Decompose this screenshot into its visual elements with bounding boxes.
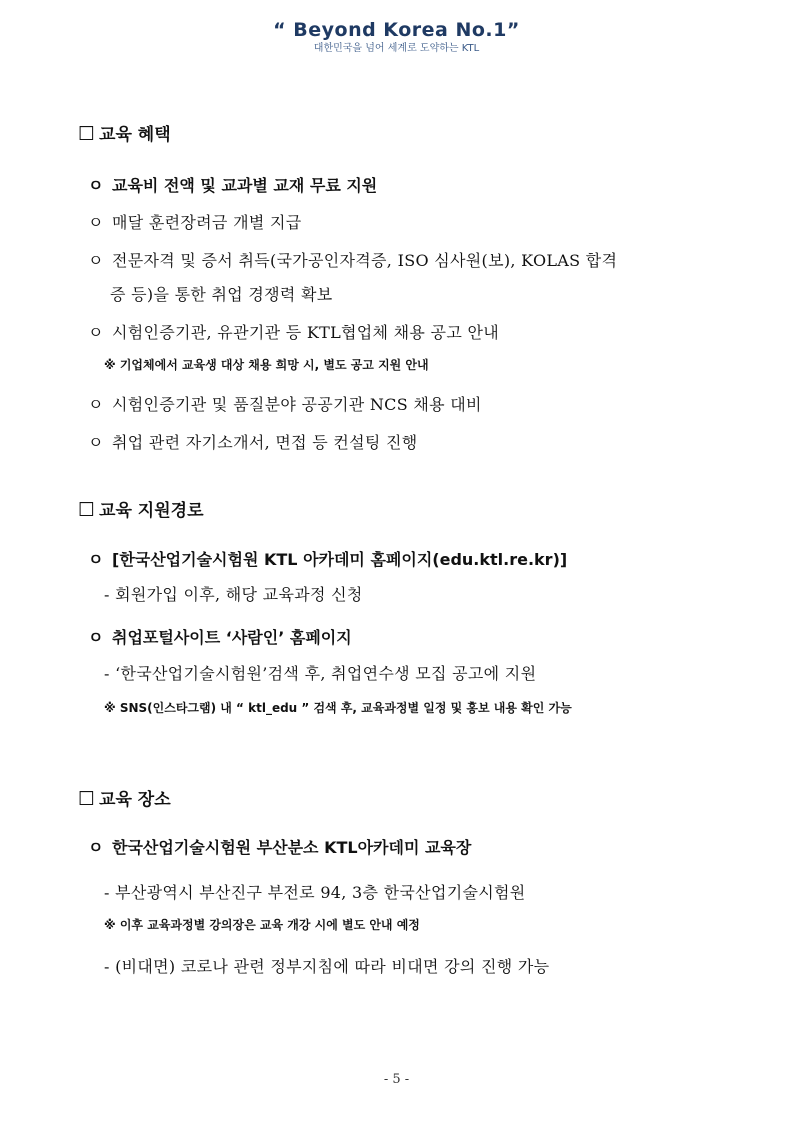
benefits-note: ※ 기업체에서 교육생 대상 채용 희망 시, 별도 공고 지원 안내: [104, 358, 429, 372]
checkbox-marker: ☐: [78, 499, 96, 521]
list-item-continuation: 증 등)을 통한 취업 경쟁력 확보: [110, 285, 333, 304]
sub-item: - 회원가입 이후, 해당 교육과정 신청: [104, 585, 363, 604]
slogan-subtitle: 대한민국을 넘어 세계로 도약하는 KTL: [313, 43, 480, 54]
bullet: ㅇ: [88, 176, 104, 195]
list-item: ㅇ 시험인증기관, 유관기관 등 KTL협업체 채용 공고 안내: [88, 321, 499, 345]
list-item: ㅇ [한국산업기술시험원 KTL 아카데미 홈페이지(edu.ktl.re.kr)]: [88, 548, 567, 572]
section-title: 교육 장소: [99, 790, 171, 810]
checkbox-marker: ☐: [78, 788, 96, 810]
bullet: ㅇ: [88, 838, 104, 857]
section-apply-heading: [78, 498, 204, 523]
location-note: ※ 이후 교육과정별 강의장은 교육 개강 시에 별도 안내 예정: [104, 918, 420, 932]
sub-item: - (비대면) 코로나 관련 정부지침에 따라 비대면 강의 진행 가능: [104, 957, 550, 976]
page-header: [0, 18, 793, 55]
list-item: ㅇ 교육비 전액 및 교과별 교재 무료 지원: [88, 174, 377, 198]
apply-note: ※ SNS(인스타그램) 내 “ ktl_edu ” 검색 후, 교육과정별 일정 및 홍보 내용 확인 가능: [104, 701, 572, 715]
sub-item: - ‘한국산업기술시험원’검색 후, 취업연수생 모집 공고에 지원: [104, 664, 537, 683]
page-number: - 5 -: [383, 1072, 410, 1087]
section-title: 교육 지원경로: [99, 501, 204, 521]
slogan: “ Beyond Korea No.1”: [273, 19, 520, 41]
section-benefits-heading: [78, 122, 171, 147]
bullet: ㅇ: [88, 323, 104, 342]
bullet: ㅇ: [88, 433, 104, 452]
bullet: ㅇ: [88, 395, 104, 414]
checkbox-marker: ☐: [78, 123, 96, 145]
bullet: ㅇ: [88, 628, 104, 647]
sub-item: - 부산광역시 부산진구 부전로 94, 3층 한국산업기술시험원: [104, 883, 526, 902]
list-item: ㅇ 취업포털사이트 ‘사람인’ 홈페이지: [88, 626, 352, 650]
bullet: ㅇ: [88, 550, 104, 569]
section-location-heading: [78, 787, 171, 812]
section-title: 교육 혜택: [99, 125, 171, 145]
list-item: ㅇ 시험인증기관 및 품질분야 공공기관 NCS 채용 대비: [88, 393, 482, 417]
list-item: ㅇ 한국산업기술시험원 부산분소 KTL아카데미 교육장: [88, 836, 471, 860]
bullet: ㅇ: [88, 213, 104, 232]
list-item: ㅇ 취업 관련 자기소개서, 면접 등 컨설팅 진행: [88, 431, 418, 455]
list-item: ㅇ 매달 훈련장려금 개별 지급: [88, 211, 301, 235]
list-item: ㅇ 전문자격 및 증서 취득(국가공인자격증, ISO 심사원(보), KOLAS 합격: [88, 249, 617, 273]
bullet: ㅇ: [88, 251, 104, 270]
